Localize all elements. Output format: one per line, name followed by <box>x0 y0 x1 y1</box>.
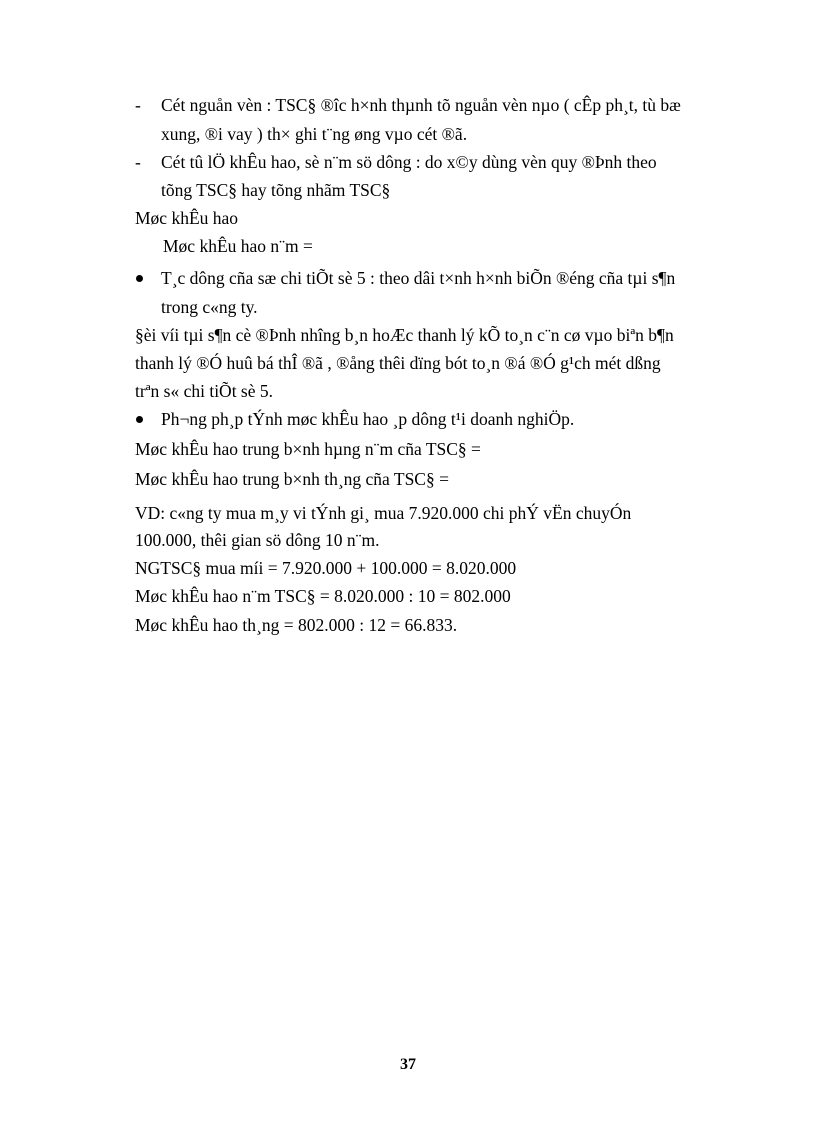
text-line-14: Møc khÊu hao trung b×nh th¸ng cña TSC§ = <box>135 469 449 489</box>
text-line-18: Møc khÊu hao n¨m TSC§ = 8.020.000 : 10 = 802.000 <box>135 586 511 606</box>
dash-marker: - <box>135 95 141 115</box>
text-line-16: 100.000, thêi gian sö dông 10 n¨m. <box>135 530 380 550</box>
text-line-10: thanh lý ®Ó huû bá thÎ ®ã , ®ång thêi dïng bót to¸n ®á ®Ó g¹ch mét dßng <box>135 353 661 373</box>
text-line-6: Møc khÊu hao n¨m = <box>163 236 313 256</box>
text-line-15: VD: c«ng ty mua m¸y vi tÝnh gi¸ mua 7.920.000 chi phÝ vËn chuyÓn <box>135 503 632 523</box>
text-line-17: NGTSC§ mua míi = 7.920.000 + 100.000 = 8.020.000 <box>135 558 517 578</box>
text-line-4: tõng TSC§ hay tõng nhãm TSC§ <box>161 180 391 200</box>
text-line-7: T¸c dông cña sæ chi tiÕt sè 5 : theo dâi t×nh h×nh biÕn ®éng cña tµi s¶n <box>161 268 676 288</box>
text-line-2: xung, ®i vay ) th× ghi t¨ng øng vµo cét ®ã. <box>161 124 468 144</box>
text-line-3: Cét tû lÖ khÊu hao, sè n¨m sö dông : do x©y dùng vèn quy ®Þnh theo <box>161 152 657 172</box>
dash-marker: - <box>135 152 141 172</box>
text-line-11: trªn s« chi tiÕt sè 5. <box>135 381 274 401</box>
text-line-5: Møc khÊu hao <box>135 208 239 228</box>
page-number: 37 <box>400 1056 416 1073</box>
text-line-13: Møc khÊu hao trung b×nh hµng n¨m cña TSC§ = <box>135 439 481 459</box>
text-line-12: Ph¬ng ph¸p tÝnh møc khÊu hao ¸p dông t¹i doanh nghiÖp. <box>161 409 575 429</box>
bullet-icon <box>136 416 143 423</box>
text-line-1: Cét nguån vèn : TSC§ ®îc h×nh thµnh tõ nguån vèn nµo ( cÊp ph¸t, tù bæ <box>161 95 681 115</box>
text-line-8: trong c«ng ty. <box>161 297 258 317</box>
bullet-icon <box>136 275 143 282</box>
text-line-19: Møc khÊu hao th¸ng = 802.000 : 12 = 66.833. <box>135 615 458 635</box>
text-line-9: §èi víi tµi s¶n cè ®Þnh nhîng b¸n hoÆc thanh lý kÕ to¸n c¨n cø vµo biªn b¶n <box>135 325 674 345</box>
